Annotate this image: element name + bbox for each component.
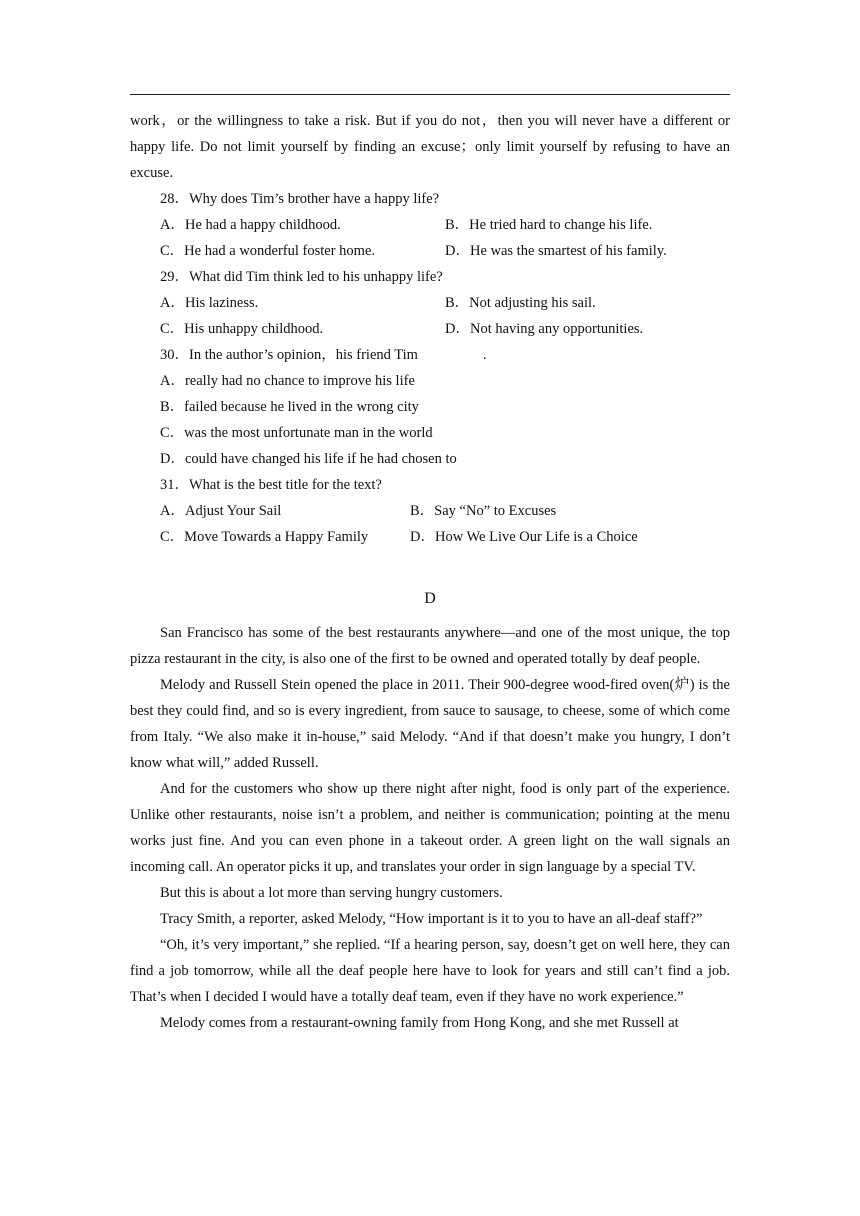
question-29-option-c: C．His unhappy childhood. [160,321,324,337]
question-30-option-a: A．really had no chance to improve his life [160,373,415,389]
section-d-paragraph-7: Melody comes from a restaurant-owning family from Hong Kong, and she met Russell at [160,1015,679,1031]
question-29-option-d: D．Not having any opportunities. [445,321,644,337]
question-30-stem-end: . [482,347,487,363]
question-29-options-row-2 [130,316,730,342]
question-31-options-row-1 [130,498,730,524]
question-28-stem: 28．Why does Tim’s brother have a happy life? [160,191,440,207]
section-d-paragraph-2: Melody and Russell Stein opened the place in 2011. Their 900-degree wood-fired oven(炉) is the best they could find, and so is every ingredient, from sauce to sausage, to cheese, some of which come from Italy. “We also make it in-house,” said Melody. “And if that doesn’t make you hungry, I don’t know what will,” added Russell. [130,677,730,771]
section-d-paragraph-4: But this is about a lot more than serving hungry customers. [160,885,503,901]
question-31-option-b: B．Say “No” to Excuses [410,503,557,519]
question-28-option-b: B．He tried hard to change his life. [445,217,653,233]
section-d-paragraph-1: San Francisco has some of the best restaurants anywhere—and one of the most unique, the top pizza restaurant in the city, is also one of the first to be owned and operated totally by deaf people. [130,625,730,667]
question-29-stem: 29．What did Tim think led to his unhappy life? [160,269,443,285]
header-rule [130,94,730,95]
question-30-stem-text: 30．In the author’s opinion，his friend Tim [160,347,418,363]
question-30-stem [130,342,730,368]
question-28-options-row-1 [130,212,730,238]
question-28-option-d: D．He was the smartest of his family. [445,243,667,259]
section-d-paragraph-3: And for the customers who show up there night after night, food is only part of the experience. Unlike other restaurants, noise isn’t a problem, and neither is communication; pointing at the menu works just fine. And you can even phone in a takeout order. A green light on the wall signals an incoming call. An operator picks it up, and translates your order in sign language by a special TV. [130,781,730,875]
question-31-stem: 31．What is the best title for the text? [160,477,382,493]
section-d-paragraph-5: Tracy Smith, a reporter, asked Melody, “How important is it to you to have an all-deaf staff?” [160,911,703,927]
question-30-option-d: D．could have changed his life if he had chosen to [160,451,457,467]
question-30-option-b: B．failed because he lived in the wrong city [160,399,419,415]
question-29-option-b: B．Not adjusting his sail. [445,295,596,311]
question-29-option-a: A．His laziness. [160,295,259,311]
section-d-paragraph-6: “Oh, it’s very important,” she replied. “If a hearing person, say, doesn’t get on well here, they can find a job tomorrow, while all the deaf people here have to look for years and still can’t find a job. That’s when I decided I would have a totally deaf team, even if they have no work experience.” [130,937,730,1005]
intro-paragraph: work，or the willingness to take a risk. But if you do not，then you will never have a different or happy life. Do not limit yourself by finding an excuse；only limit yourself by refusing to have an excuse. [130,113,730,181]
section-d-title: D [424,590,436,607]
question-28-option-c: C．He had a wonderful foster home. [160,243,376,259]
question-31-options-row-2 [130,524,730,550]
question-30-option-c: C．was the most unfortunate man in the world [160,425,433,441]
question-31-option-a: A．Adjust Your Sail [160,503,282,519]
question-28-option-a: A．He had a happy childhood. [160,217,341,233]
question-28-options-row-2 [130,238,730,264]
question-31-option-c: C．Move Towards a Happy Family [160,529,369,545]
page-content [130,108,730,1036]
question-31-option-d: D．How We Live Our Life is a Choice [410,529,638,545]
question-29-options-row-1 [130,290,730,316]
